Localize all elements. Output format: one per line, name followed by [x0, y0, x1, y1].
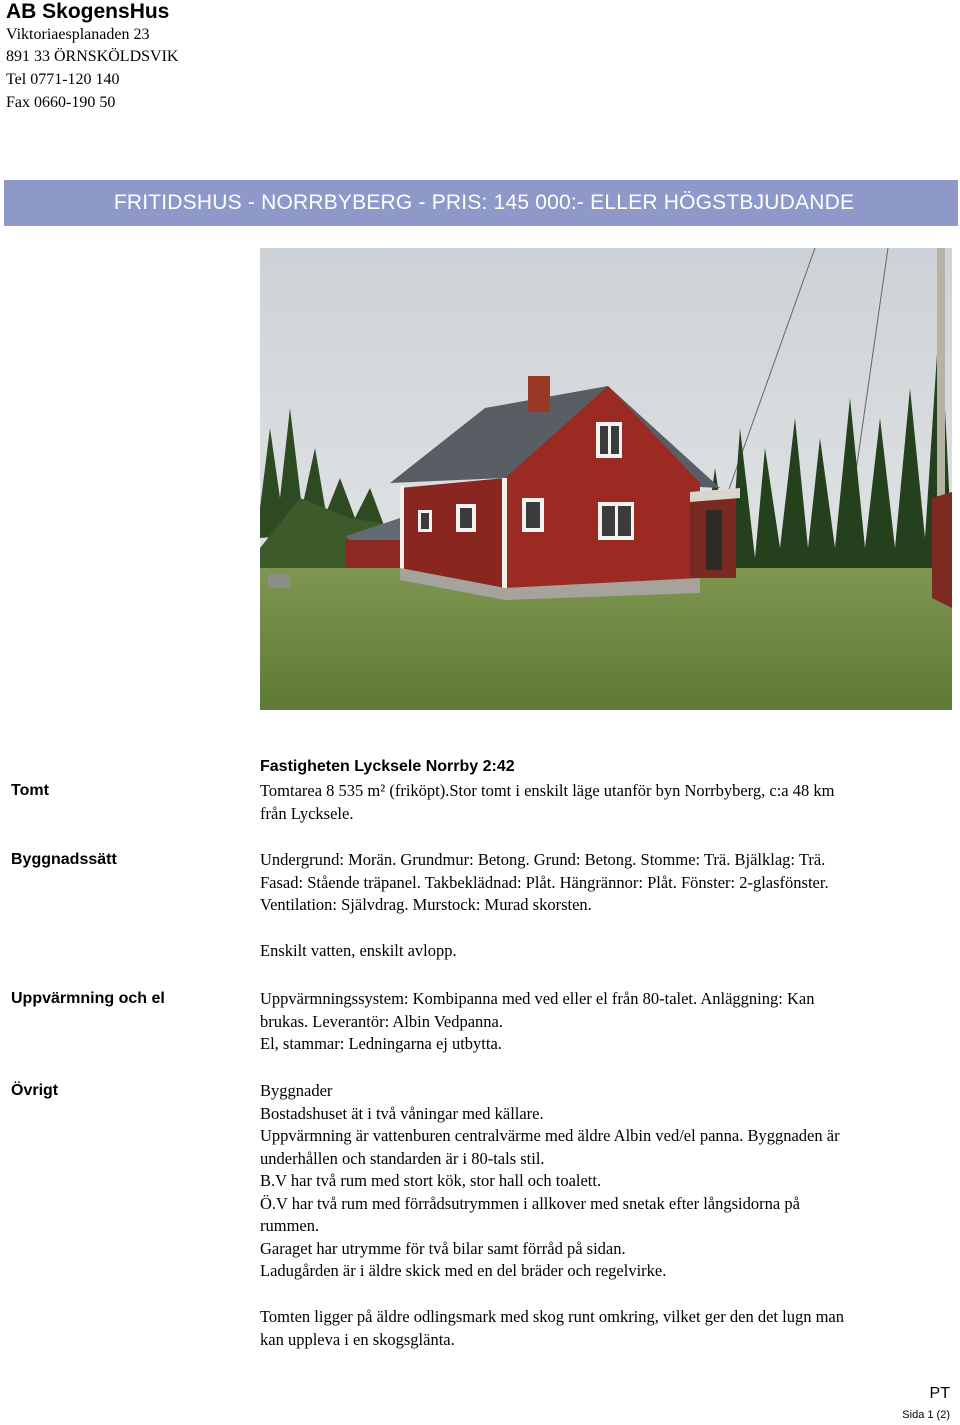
section-label-tomt: Tomt	[11, 782, 49, 799]
text-line: brukas. Leverantör: Albin Vedpanna.	[260, 1011, 504, 1031]
text-line: rummen.	[260, 1216, 320, 1235]
text-line: kan uppleva i en skogsglänta.	[260, 1329, 455, 1349]
section-body-byggnadssatt	[260, 849, 950, 917]
text-line: Byggnader	[260, 1081, 333, 1100]
company-phone: Tel 0771-120 140	[6, 71, 120, 88]
company-street: Viktoriaesplanaden 23	[6, 26, 150, 43]
text-line: B.V har två rum med stort kök, stor hall och toalett.	[260, 1171, 602, 1190]
text-line: Fasad: Stående träpanel. Takbeklädnad: Plåt. Hängrännor: Plåt. Fönster: 2-glasfönster.	[260, 872, 829, 892]
section-label-byggnadssatt: Byggnadssätt	[11, 851, 117, 868]
listing-title: FRITIDSHUS - NORRBYBERG - PRIS: 145 000:- ELLER HÖGSTBJUDANDE	[113, 191, 855, 214]
text-line: El, stammar: Ledningarna ej utbytta.	[260, 1034, 502, 1053]
section-label-ovrigt: Övrigt	[11, 1082, 59, 1099]
text-line: Uppvärmning är vattenburen centralvärme med äldre Albin ved/el panna. Byggnaden är	[260, 1126, 840, 1145]
text-line: Tomtarea 8 535 m² (friköpt).Stor tomt i enskilt läge utanför byn Norrbyberg, c:a 48 km	[260, 781, 835, 800]
text-line: Garaget har utrymme för två bilar samt förråd på sidan.	[260, 1238, 626, 1258]
section-body-ovrigt	[260, 1080, 950, 1283]
shed	[932, 492, 952, 608]
agent-initials: PT	[929, 1385, 950, 1402]
section-body-uppvarmning	[260, 988, 950, 1056]
text-line: Ventilation: Självdrag. Murstock: Murad skorsten.	[260, 895, 592, 914]
text-line: Ö.V har två rum med förrådsutrymmen i allkover med snetak efter långsidorna på	[260, 1193, 800, 1213]
text-line: underhållen och standarden är i 80-tals stil.	[260, 1148, 545, 1168]
text-line: Bostadshuset ät i två våningar med källare.	[260, 1103, 544, 1123]
company-postal-address: 891 33 ÖRNSKÖLDSVIK	[6, 48, 179, 65]
company-name: AB SkogensHus	[6, 0, 170, 23]
text-line: från Lycksele.	[260, 803, 354, 823]
page-number: Sida 1 (2)	[902, 1409, 950, 1421]
text-line: Undergrund: Morän. Grundmur: Betong. Grund: Betong. Stomme: Trä. Bjälklag: Trä.	[260, 850, 826, 869]
title-banner	[4, 180, 958, 226]
section-body-tomt	[260, 780, 950, 825]
text-line: Uppvärmningssystem: Kombipanna med ved eller el från 80-talet. Anläggning: Kan	[260, 989, 815, 1008]
text-line: Ladugården är i äldre skick med en del bräder och regelvirke.	[260, 1261, 667, 1280]
closing-paragraph	[260, 1306, 950, 1351]
property-heading: Fastigheten Lycksele Norrby 2:42	[260, 758, 515, 775]
company-fax: Fax 0660-190 50	[6, 94, 116, 111]
chimney	[528, 376, 550, 412]
text-line: Tomten ligger på äldre odlingsmark med skog runt omkring, vilket ger den det lugn man	[260, 1307, 845, 1326]
section-label-uppvarmning: Uppvärmning och el	[11, 990, 165, 1007]
water-sewage-note: Enskilt vatten, enskilt avlopp.	[260, 941, 457, 960]
property-photo	[260, 248, 952, 710]
barrel	[268, 574, 290, 588]
